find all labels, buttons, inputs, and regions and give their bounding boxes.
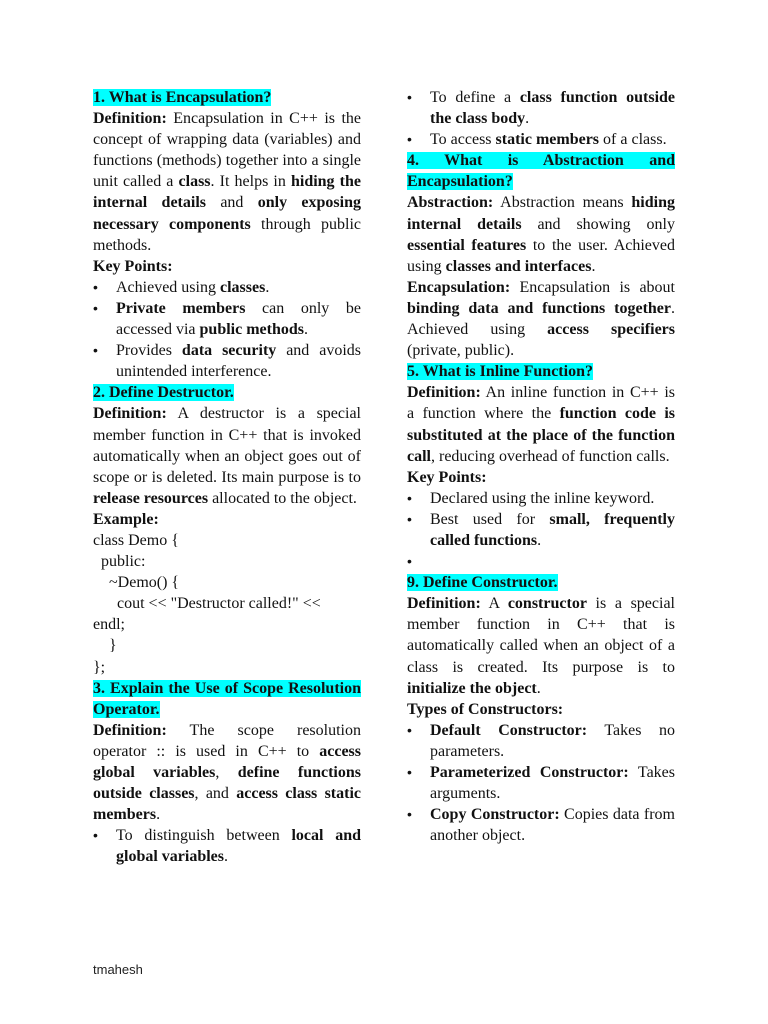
section-2-heading	[93, 382, 361, 403]
text-run: allocated to the object.	[208, 489, 357, 507]
bold-text: static members	[495, 131, 600, 149]
bold-text: classes	[219, 278, 266, 296]
bold-text: class	[178, 173, 211, 191]
bold-text: Encapsulation:	[407, 278, 511, 296]
text-run: .	[303, 321, 308, 339]
section-1-heading	[93, 87, 361, 108]
bold-text: hiding the internal details	[93, 173, 361, 212]
text-run: , reducing overhead of function calls.	[431, 447, 670, 465]
text-run: 2. Define Destructor.	[93, 384, 234, 402]
text-run: An inline function in C++ is a function where the	[407, 384, 675, 423]
text-run: .	[591, 257, 596, 275]
bold-text: data security	[181, 342, 277, 360]
text-run: is a special member function in C++ that is automatically called when an object of a class is created. Its purpose is to	[407, 595, 675, 676]
text-run: through public methods.	[93, 215, 362, 254]
list-item	[407, 509, 675, 551]
bold-text: define functions outside classes	[93, 764, 361, 803]
bold-text: function code is substituted at the place of the function call	[407, 405, 676, 465]
text-run: ,	[215, 764, 238, 781]
text-run: (private, public).	[407, 342, 515, 360]
text-run: .	[156, 806, 161, 824]
section-5-bullet-list	[407, 488, 675, 572]
text-run: 3. Explain the Use of Scope Resolution Operator.	[93, 679, 361, 718]
text-run: 9. Define Constructor.	[407, 574, 558, 592]
bold-text: Parameterized Constructor:	[430, 764, 629, 781]
list-item	[407, 804, 675, 846]
code-example	[93, 530, 361, 678]
text-run: Copies data from another object.	[430, 806, 675, 845]
bold-text: Key Points:	[407, 468, 487, 486]
section-9-types-label	[407, 699, 675, 720]
bold-text: Copy Constructor:	[430, 806, 560, 824]
text-run: A destructor is a special member function in C++ that is invoked automatically when an object goes out of scope or is deleted. Its main purpose is to	[93, 405, 361, 486]
footer-author: tmahesh	[93, 962, 143, 977]
bold-text: Abstraction:	[407, 194, 494, 212]
text-run: Takes no parameters.	[430, 721, 676, 760]
section-1-definition	[93, 108, 361, 256]
right-column	[407, 87, 675, 846]
section-9-definition	[407, 593, 675, 698]
code-line: class Demo {	[93, 531, 179, 549]
section-5-key-points-label	[407, 467, 675, 488]
bold-text: initialize the object	[407, 679, 537, 697]
bold-text: Definition:	[93, 110, 167, 128]
text-run: The scope resolution operator :: is used in C++ to	[93, 721, 361, 760]
list-item	[93, 298, 361, 340]
bold-text: Default Constructor:	[430, 721, 588, 739]
text-run: and avoids unintended interference.	[116, 342, 361, 381]
section-4-heading	[407, 150, 675, 192]
text-run: To define a	[430, 89, 520, 106]
bold-text: Definition:	[93, 721, 167, 739]
bold-text: Private members	[116, 299, 246, 317]
text-run: Encapsulation is about	[510, 278, 675, 296]
text-run: Achieved using	[116, 278, 220, 296]
bold-text: Definition:	[93, 405, 167, 423]
list-item	[93, 340, 361, 382]
section-3-heading	[93, 678, 361, 720]
bold-text: Example:	[93, 510, 159, 528]
list-item	[407, 720, 675, 762]
code-line: cout << "Destructor called!" <<	[93, 595, 321, 613]
text-run: and	[206, 194, 258, 212]
code-line: };	[93, 658, 106, 676]
text-run: of a class.	[599, 131, 667, 149]
text-run: Provides	[116, 342, 182, 360]
bold-text: Definition:	[407, 384, 481, 402]
section-1-key-points-label	[93, 256, 361, 277]
text-run: .	[265, 278, 270, 296]
bold-text: class function outside the class body	[430, 89, 676, 128]
section-1-bullet-list	[93, 277, 361, 382]
text-run: and showing only	[521, 215, 675, 233]
bold-text: small, frequently called functions	[430, 510, 675, 549]
left-column	[93, 87, 361, 867]
bold-text: release resources	[93, 489, 209, 507]
bold-text: access specifiers	[547, 321, 675, 339]
text-run: .	[536, 679, 541, 697]
text-run: To access	[430, 131, 496, 149]
text-run: to the user. Achieved using	[407, 236, 675, 275]
list-item	[407, 488, 675, 509]
section-9-bullet-list	[407, 720, 675, 847]
section-4-encapsulation	[407, 277, 675, 361]
bold-text: classes and interfaces	[445, 257, 592, 275]
section-2-definition	[93, 403, 361, 508]
section-2-example-label	[93, 509, 361, 530]
section-3-bullet-list	[93, 825, 361, 867]
text-run: .	[537, 531, 542, 549]
bold-text: local and global variables	[116, 827, 361, 866]
list-item	[407, 762, 675, 804]
empty-list-item	[407, 551, 675, 572]
section-5-heading	[407, 361, 675, 382]
list-item	[407, 87, 675, 129]
section-9-heading	[407, 572, 675, 593]
text-run: A	[480, 595, 508, 613]
text-run: . Achieved using	[407, 299, 675, 339]
section-5-definition	[407, 382, 675, 466]
list-item	[407, 129, 675, 150]
text-run: .	[525, 110, 530, 128]
bold-text: Definition:	[407, 595, 481, 613]
text-run: Abstraction means	[493, 194, 632, 212]
bold-text: constructor	[507, 595, 587, 613]
text-run: Takes arguments.	[430, 764, 676, 803]
bold-text: only exposing necessary components	[93, 194, 361, 233]
text-run: , and	[194, 785, 237, 803]
text-run: can only be accessed via	[116, 299, 361, 339]
bold-text: access class static members	[93, 785, 362, 824]
bold-text: public methods	[199, 321, 304, 339]
bold-text: essential features	[407, 236, 527, 254]
text-run: 5. What is Inline Function?	[407, 363, 593, 381]
text-run: 4. What is Abstraction and Encapsulation?	[407, 152, 675, 191]
bold-text: access global variables	[93, 742, 361, 781]
text-run: Declared using the inline keyword.	[430, 489, 655, 507]
text-run: Best used for	[430, 510, 550, 528]
code-line: ~Demo() {	[93, 574, 180, 592]
list-item	[93, 277, 361, 298]
bold-text: binding data and functions together	[407, 299, 671, 317]
bold-text: hiding internal details	[407, 194, 675, 233]
code-line: public:	[93, 553, 146, 571]
section-3-definition	[93, 720, 361, 825]
code-line: endl;	[93, 616, 125, 634]
list-item	[93, 825, 361, 867]
text-run: . It helps in	[210, 173, 291, 191]
section-4-abstraction	[407, 192, 675, 276]
text-run: Encapsulation in C++ is the concept of wrapping data (variables) and functions (methods) together into a single unit called a	[93, 110, 361, 191]
bold-text: Types of Constructors:	[407, 700, 564, 718]
text-run: .	[224, 848, 229, 866]
section-3-bullet-list-continued	[407, 87, 675, 150]
text-run: 1. What is Encapsulation?	[93, 89, 272, 106]
text-run: To distinguish between	[116, 827, 292, 845]
code-line: }	[93, 637, 117, 655]
bold-text: Key Points:	[93, 257, 173, 275]
